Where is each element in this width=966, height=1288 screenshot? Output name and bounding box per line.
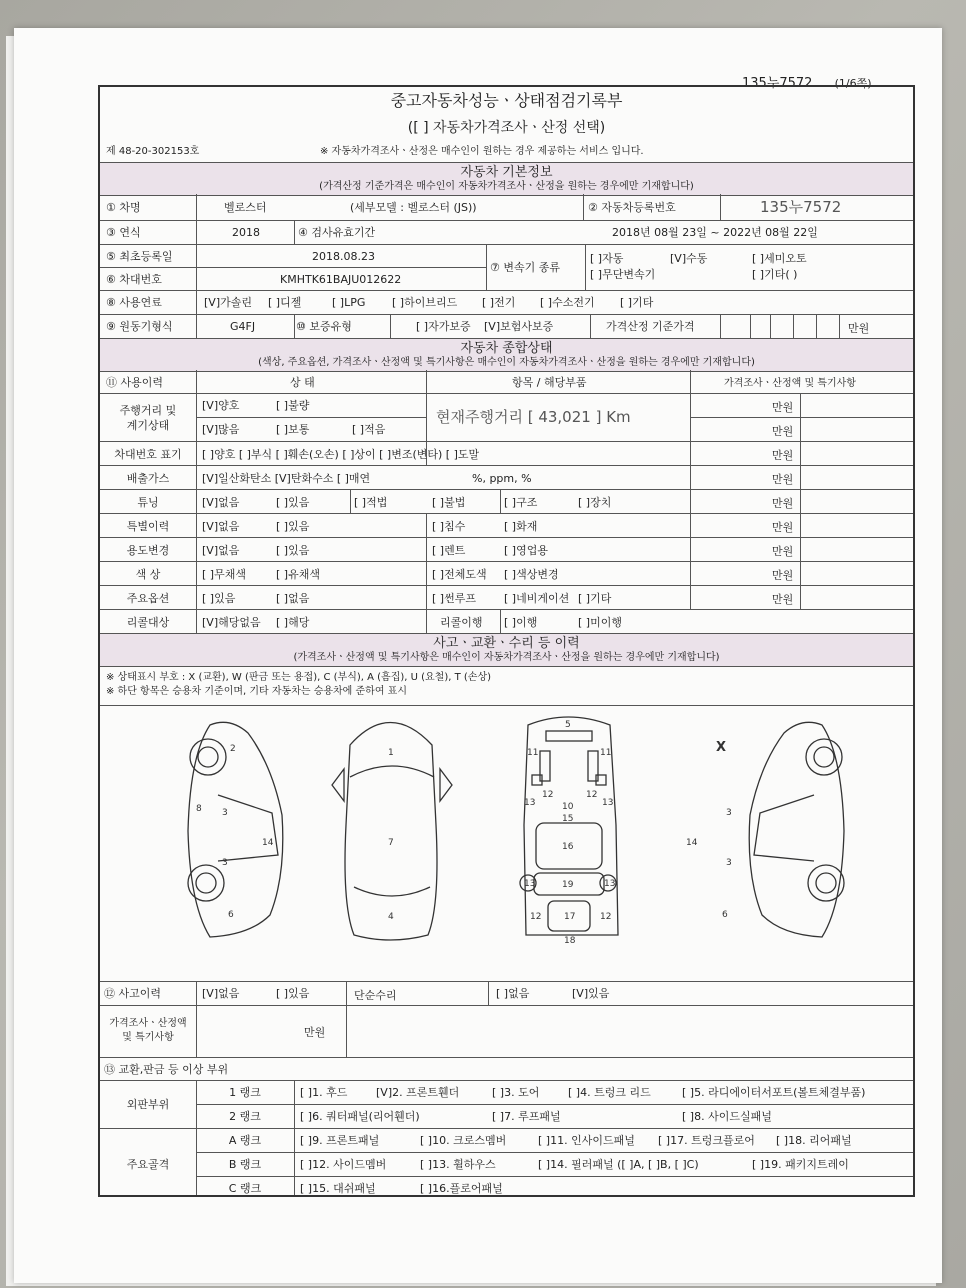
tuning-none: [V]없음 xyxy=(202,496,240,509)
tuning-device: [ ]장치 xyxy=(578,496,612,509)
special-yes: [ ]있음 xyxy=(276,520,310,533)
fuel-diesel: [ ]디젤 xyxy=(268,296,302,309)
num-right-14: 14 xyxy=(686,838,698,848)
rank-a: A 랭크 xyxy=(228,1134,262,1147)
num-u-13d: 13 xyxy=(604,879,616,889)
accident-history-label: ⑫ 사고이력 xyxy=(104,987,162,1000)
car-name: 벨로스터 xyxy=(224,201,267,214)
num-u-10: 10 xyxy=(562,802,574,812)
fuel-other: [ ]기타 xyxy=(620,296,654,309)
accident-title: 사고ㆍ교환ㆍ수리 등 이력 xyxy=(433,636,580,651)
part-trunk-floor: [ ]17. 트렁크플로어 xyxy=(658,1134,755,1147)
status-col-header: 상 태 xyxy=(290,376,315,389)
special-flood: [ ]침수 xyxy=(432,520,466,533)
first-reg-label: ⑤ 최초등록일 xyxy=(106,250,173,263)
tuning-structure: [ ]구조 xyxy=(504,496,538,509)
reg-no: 135누7572 xyxy=(760,198,842,216)
fuel-label: ⑧ 사용연료 xyxy=(106,296,162,309)
special-none: [V]없음 xyxy=(202,520,240,533)
rank-2: 2 랭크 xyxy=(229,1110,261,1123)
part-door: [ ]3. 도어 xyxy=(492,1086,540,1099)
fuel-hybrid: [ ]하이브리드 xyxy=(392,296,458,309)
status-sub: (색상, 주요옵션, 가격조사ㆍ산정액 및 특기사항은 매수인이 자동차가격조사ㆍ산정을 원하는 경우에만 기재합니다) xyxy=(258,357,755,368)
part-wheel-house: [ ]13. 휠하우스 xyxy=(420,1158,496,1171)
part-trunk-lid: [ ]4. 트렁크 리드 xyxy=(568,1086,651,1099)
rank-b: B 랭크 xyxy=(228,1158,262,1171)
part-quarter-panel: [ ]6. 쿼터패널(리어휀더) xyxy=(300,1110,420,1123)
recall-yes: [ ]해당 xyxy=(276,616,310,629)
service-note: ※ 자동차가격조사ㆍ산정은 매수인이 원하는 경우 제공하는 서비스 입니다. xyxy=(320,146,644,157)
part-pillar-panel: [ ]14. 필러패널 ([ ]A, [ ]B, [ ]C) xyxy=(538,1158,699,1171)
car-right-rear-wheel xyxy=(808,865,844,901)
num-u-12d: 12 xyxy=(600,912,612,922)
won-5: 만원 xyxy=(772,497,794,510)
car-name-label: ① 차명 xyxy=(106,201,141,214)
won-4: 만원 xyxy=(772,473,794,486)
usage-history-label: ⑪ 사용이력 xyxy=(106,376,164,389)
year-label: ③ 연식 xyxy=(106,226,141,239)
doc-number: 제 48-20-302153호 xyxy=(106,146,200,157)
special-label: 특별이력 xyxy=(126,520,170,533)
car-left-side-body xyxy=(188,722,283,937)
color-full-paint: [ ]전체도색 xyxy=(432,568,487,581)
part-dash-panel: [ ]15. 대쉬패널 xyxy=(300,1182,376,1195)
won-1: 만원 xyxy=(772,401,794,414)
price-base-label: 가격산정 기준가격 xyxy=(606,320,695,333)
tuning-label: 튜닝 xyxy=(137,496,159,509)
engine: G4FJ xyxy=(230,320,256,333)
won-8: 만원 xyxy=(772,569,794,582)
basic-info-header xyxy=(100,162,913,196)
car-right-side-body xyxy=(749,722,844,937)
num-u-12b: 12 xyxy=(586,790,598,800)
car-left-front-wheel xyxy=(190,739,226,775)
num-u-13c: 13 xyxy=(524,879,536,889)
num-top-7: 7 xyxy=(388,838,394,848)
won-9: 만원 xyxy=(772,593,794,606)
trans-cvt: [ ]무단변속기 xyxy=(590,268,656,281)
fuel-gasoline: [V]가솔린 xyxy=(204,296,252,309)
legend-symbols: ※ 상태표시 부호 : X (교환), W (판금 또는 용접), C (부식), A (흠집), U (요철), T (손상) xyxy=(106,672,492,683)
emission: [V]일산화탄소 [V]탄화수소 [ ]매연 xyxy=(202,472,371,485)
inspection-form xyxy=(98,85,915,1197)
mileage-normal: [ ]보통 xyxy=(276,423,310,436)
num-u-12c: 12 xyxy=(530,912,542,922)
part-hood: [ ]1. 후드 xyxy=(300,1086,348,1099)
num-u-13b: 13 xyxy=(602,798,614,808)
color-label: 색 상 xyxy=(135,568,161,581)
part-side-sill: [ ]8. 사이드실패널 xyxy=(682,1110,772,1123)
inspect-label: ④ 검사유효기간 xyxy=(298,226,376,239)
vin-mark: [ ]양호 [ ]부식 [ ]훼손(오손) [ ]상이 [ ]변조(변타) [ ]도말 xyxy=(202,448,480,461)
won-7: 만원 xyxy=(772,545,794,558)
color-chromatic: [ ]유채색 xyxy=(276,568,320,581)
tuning-illegal: [ ]불법 xyxy=(432,496,466,509)
engine-label: ⑨ 원동기형식 xyxy=(106,320,173,333)
num-top-4: 4 xyxy=(388,912,394,922)
page-fraction: (1/6쪽) xyxy=(834,77,872,90)
vin-label: ⑥ 차대번호 xyxy=(106,273,162,286)
fuel-lpg: [ ]LPG xyxy=(332,296,366,309)
exchange-mark-x: X xyxy=(716,740,727,755)
part-floor-panel: [ ]16.플로어패널 xyxy=(420,1182,503,1195)
status-header xyxy=(100,338,913,372)
usage-yes: [ ]있음 xyxy=(276,544,310,557)
plate-top: 135누7572 xyxy=(742,76,813,91)
gauge-bad: [ ]불량 xyxy=(276,399,310,412)
simple-repair-yes: [V]있음 xyxy=(572,987,610,1000)
part-side-member: [ ]12. 사이드멤버 xyxy=(300,1158,387,1171)
num-u-15: 15 xyxy=(562,814,574,824)
num-left-2: 2 xyxy=(230,744,236,754)
mileage-label-1: 주행거리 및 xyxy=(119,404,177,417)
mileage-high: [V]많음 xyxy=(202,423,240,436)
rank-1: 1 랭크 xyxy=(229,1086,261,1099)
num-right-3a: 3 xyxy=(726,808,732,818)
car-diagram xyxy=(100,705,913,981)
won-3: 만원 xyxy=(772,449,794,462)
options-label: 주요옵션 xyxy=(126,592,170,605)
option-other: [ ]기타 xyxy=(578,592,612,605)
trans-manual: [V]수동 xyxy=(670,252,708,265)
color-change: [ ]색상변경 xyxy=(504,568,559,581)
recall-label: 리콜대상 xyxy=(126,616,170,629)
item-col-header: 항목 / 해당부품 xyxy=(512,376,587,389)
part-rear-panel: [ ]18. 리어패널 xyxy=(776,1134,852,1147)
won-6: 만원 xyxy=(772,521,794,534)
status-title: 자동차 종합상태 xyxy=(460,341,553,356)
fuel-electric: [ ]전기 xyxy=(482,296,516,309)
num-u-18: 18 xyxy=(564,936,576,946)
recall-none: [V]해당없음 xyxy=(202,616,261,629)
usage-rent: [ ]렌트 xyxy=(432,544,466,557)
tuning-legal: [ ]적법 xyxy=(354,496,388,509)
num-u-16: 16 xyxy=(562,842,574,852)
num-left-6: 6 xyxy=(228,910,234,920)
car-right-front-wheel xyxy=(806,739,842,775)
basic-info-title: 자동차 기본정보 xyxy=(460,165,553,180)
part-radiator-support: [ ]5. 라디에이터서포트(볼트체결부품) xyxy=(682,1086,866,1099)
num-u-12a: 12 xyxy=(542,790,554,800)
form-subtitle: ([ ] 자동차가격조사ㆍ산정 선택) xyxy=(407,120,606,136)
num-u-11b: 11 xyxy=(600,748,612,758)
emission-label: 배출가스 xyxy=(126,472,170,485)
usage-business: [ ]영업용 xyxy=(504,544,548,557)
option-sunroof: [ ]썬루프 xyxy=(432,592,476,605)
price-col-header: 가격조사ㆍ산정액 및 특기사항 xyxy=(724,378,856,389)
num-left-3a: 3 xyxy=(222,808,228,818)
outer-panel-label: 외판부위 xyxy=(126,1098,170,1111)
rank-c: C 랭크 xyxy=(228,1182,262,1195)
trans-label: ⑦ 변속기 종류 xyxy=(490,261,560,274)
option-navigation: [ ]네비게이션 xyxy=(504,592,570,605)
accident-price-label-2: 및 특기사항 xyxy=(122,1032,174,1043)
mileage-label-2: 계기상태 xyxy=(126,419,170,432)
usage-none: [V]없음 xyxy=(202,544,240,557)
reg-no-label: ② 자동차등록번호 xyxy=(588,201,676,214)
fuel-hydrogen: [ ]수소전기 xyxy=(540,296,595,309)
part-front-fender: [V]2. 프론트휀더 xyxy=(376,1086,460,1099)
odometer: 현재주행거리 [ 43,021 ] Km xyxy=(436,408,631,426)
usage-change-label: 용도변경 xyxy=(126,544,170,557)
num-u-5: 5 xyxy=(565,720,571,730)
part-front-panel: [ ]9. 프론트패널 xyxy=(300,1134,380,1147)
num-top-1: 1 xyxy=(388,748,394,758)
num-right-6: 6 xyxy=(722,910,728,920)
simple-repair-label: 단순수리 xyxy=(354,989,397,1002)
num-u-19: 19 xyxy=(562,880,574,890)
part-roof-panel: [ ]7. 루프패널 xyxy=(492,1110,561,1123)
accident-sub: (가격조사ㆍ산정액 및 특기사항은 매수인이 자동차가격조사ㆍ산정을 원하는 경우에만 기재합니다) xyxy=(293,652,720,663)
legend-note: ※ 하단 항목은 승용차 기준이며, 기타 자동차는 승용차에 준하여 표시 xyxy=(106,686,407,697)
part-inside-panel: [ ]11. 인사이드패널 xyxy=(538,1134,635,1147)
num-left-3b: 3 xyxy=(222,858,228,868)
num-left-14: 14 xyxy=(262,838,274,848)
won-2: 만원 xyxy=(772,425,794,438)
recall-done: [ ]이행 xyxy=(504,616,538,629)
vin-mark-label: 차대번호 표기 xyxy=(114,448,182,461)
first-reg: 2018.08.23 xyxy=(312,250,375,263)
warranty-label: ⑩ 보증유형 xyxy=(296,320,352,333)
car-left-rear-wheel xyxy=(188,865,224,901)
warranty-self: [ ]자가보증 xyxy=(416,320,471,333)
mileage-low: [ ]적음 xyxy=(352,423,386,436)
gauge-good: [V]양호 xyxy=(202,399,240,412)
year: 2018 xyxy=(232,226,260,239)
trans-auto: [ ]자동 xyxy=(590,252,624,265)
num-u-17: 17 xyxy=(564,912,576,922)
trans-semi: [ ]세미오토 xyxy=(752,252,807,265)
num-right-3b: 3 xyxy=(726,858,732,868)
part-cross-member: [ ]10. 크로스멤버 xyxy=(420,1134,507,1147)
accident-price-label-1: 가격조사ㆍ산정액 xyxy=(109,1018,187,1029)
trans-other: [ ]기타( ) xyxy=(752,268,798,281)
accident-price-won: 만원 xyxy=(304,1026,326,1039)
num-u-13a: 13 xyxy=(524,798,536,808)
num-u-11a: 11 xyxy=(527,748,539,758)
options-yes: [ ]있음 xyxy=(202,592,236,605)
num-left-8: 8 xyxy=(196,804,202,814)
tuning-yes: [ ]있음 xyxy=(276,496,310,509)
color-achromatic: [ ]무채색 xyxy=(202,568,246,581)
price-base-won: 만원 xyxy=(848,322,870,335)
warranty-insurer: [V]보험사보증 xyxy=(484,320,554,333)
special-fire: [ ]화재 xyxy=(504,520,538,533)
part-package-tray: [ ]19. 패키지트레이 xyxy=(752,1158,849,1171)
emission-units: %, ppm, % xyxy=(472,472,532,485)
accident-none: [V]없음 xyxy=(202,987,240,1000)
parts-title: ⑬ 교환,판금 등 이상 부위 xyxy=(104,1063,229,1076)
inspect-period: 2018년 08월 23일 ~ 2022년 08월 22일 xyxy=(612,226,818,239)
simple-repair-none: [ ]없음 xyxy=(496,987,530,1000)
options-no: [ ]없음 xyxy=(276,592,310,605)
car-detail: (세부모델 : 벨로스터 (JS)) xyxy=(350,201,477,214)
recall-done-label: 리콜이행 xyxy=(440,616,483,629)
accident-header xyxy=(100,633,913,667)
frame-label: 주요골격 xyxy=(126,1158,170,1171)
basic-info-sub: (가격산정 기준가격은 매수인이 자동차가격조사ㆍ산정을 원하는 경우에만 기재합니다) xyxy=(319,181,694,192)
vin: KMHTK61BAJU012622 xyxy=(280,273,402,286)
accident-yes: [ ]있음 xyxy=(276,987,310,1000)
form-title: 중고자동차성능ㆍ상태점검기록부 xyxy=(390,91,623,110)
recall-not-done: [ ]미이행 xyxy=(578,616,622,629)
